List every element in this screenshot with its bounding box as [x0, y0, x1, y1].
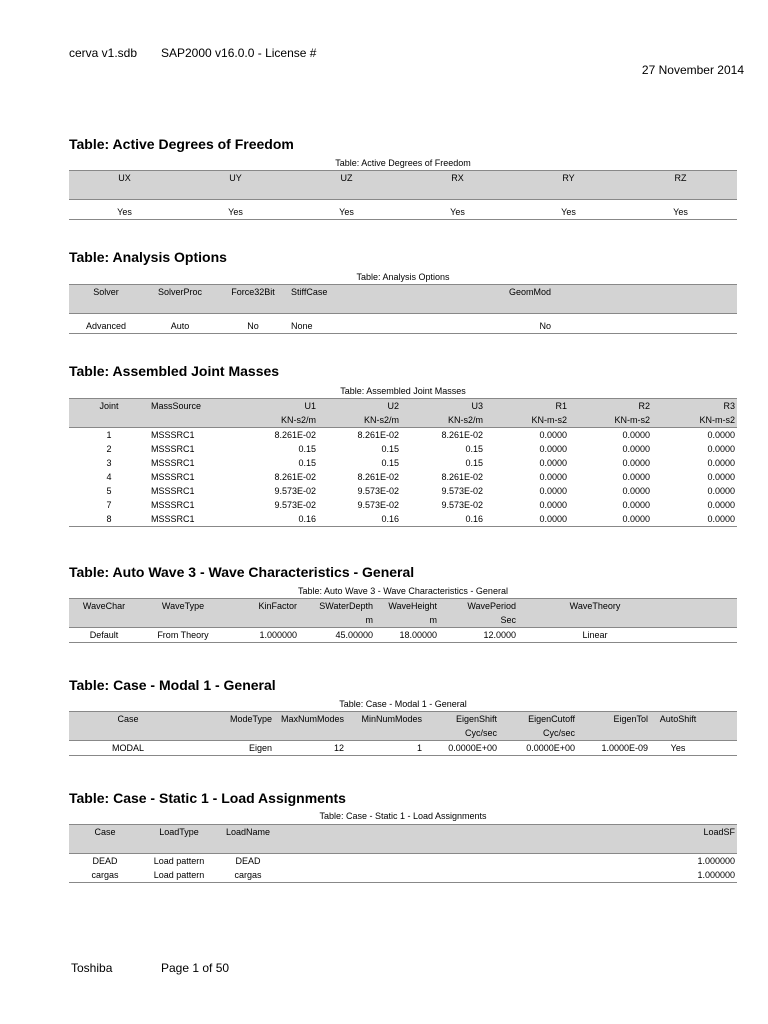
table-cell: 0.0000 [707, 430, 735, 440]
table-cell: 3 [106, 458, 112, 468]
table-units-row [69, 185, 737, 200]
table-cell: 9.573E-02 [274, 486, 316, 496]
table-header-row [69, 712, 737, 727]
table-row [69, 428, 737, 443]
unit-label: KN-m-s2 [652, 413, 737, 428]
table-row [69, 470, 737, 484]
active-dof-table [69, 170, 737, 220]
table-row [69, 628, 737, 643]
col-header: AutoShift [650, 712, 706, 727]
table-cell: 0.16 [318, 512, 401, 527]
footer-company: Toshiba [71, 961, 113, 975]
table-row [69, 512, 737, 527]
table-cell: DEAD [235, 856, 261, 866]
wave-characteristics-table [69, 598, 737, 643]
table-cell: Default [69, 628, 139, 643]
analysis-options-table [69, 284, 737, 334]
table-row [69, 205, 737, 220]
table-cell: 0.0000 [622, 458, 650, 468]
table-cell: 0.16 [401, 512, 485, 527]
table-cell: 0.0000 [485, 512, 569, 527]
col-header: RY [513, 171, 624, 186]
col-header: Joint [69, 399, 149, 414]
table-header-row [69, 399, 737, 414]
table-row [69, 498, 737, 512]
col-header: Solver [69, 285, 143, 300]
report-program: SAP2000 v16.0.0 - License # [161, 46, 317, 60]
col-header: MaxNumModes [274, 712, 346, 727]
unit-label: KN-s2/m [221, 413, 318, 428]
table-cell: MSSSRC1 [151, 430, 195, 440]
table-cell: 0.16 [221, 512, 318, 527]
table-cell: cargas [217, 868, 279, 883]
section-title-active-dof: Table: Active Degrees of Freedom [69, 136, 294, 152]
table-units-row [69, 299, 737, 314]
table-cell: 8.261E-02 [357, 472, 399, 482]
table-units-row [69, 839, 737, 854]
table-header-row [69, 825, 737, 840]
table-cell: 0.0000 [707, 486, 735, 496]
table-cell: MODAL [69, 741, 187, 756]
table-cell: 9.573E-02 [441, 500, 483, 510]
table-cell: 9.573E-02 [441, 486, 483, 496]
table-cell: 0.15 [465, 458, 483, 468]
table-caption-static-load-assignments: Table: Case - Static 1 - Load Assignments [319, 811, 487, 821]
col-header: RZ [624, 171, 737, 186]
table-row [69, 741, 737, 756]
table-cell: MSSSRC1 [151, 444, 195, 454]
unit-label: Cyc/sec [424, 726, 499, 741]
unit-label: m [375, 613, 439, 628]
table-cell: 8.261E-02 [274, 472, 316, 482]
table-cell: 0.15 [381, 444, 399, 454]
table-cell: None [289, 319, 387, 334]
table-cell: 1.000000 [697, 856, 735, 866]
table-cell: 0.0000 [539, 500, 567, 510]
table-row [69, 319, 737, 334]
table-units-row [69, 613, 737, 628]
table-cell: 0.0000 [707, 472, 735, 482]
table-units-row [69, 726, 737, 741]
table-cell: 9.573E-02 [274, 500, 316, 510]
table-caption-wave-characteristics: Table: Auto Wave 3 - Wave Characteristics - General [298, 586, 508, 596]
joint-masses-table [69, 398, 737, 527]
table-cell: 4 [106, 472, 112, 482]
table-cell: 0.0000 [569, 512, 652, 527]
table-cell: 0.0000 [622, 500, 650, 510]
table-cell: Yes [180, 205, 291, 220]
col-header: WaveHeight [375, 599, 439, 614]
table-cell: Yes [291, 205, 402, 220]
table-cell: 0.0000E+00 [499, 741, 577, 756]
table-cell: 0.0000 [707, 444, 735, 454]
unit-label: Sec [439, 613, 518, 628]
col-header: WaveTheory [518, 599, 672, 614]
table-cell: Linear [518, 628, 672, 643]
table-cell: Load pattern [141, 868, 217, 883]
table-cell: 0.15 [465, 444, 483, 454]
table-cell: 0.0000 [622, 472, 650, 482]
table-cell: 0.15 [381, 458, 399, 468]
table-cell: 8.261E-02 [274, 430, 316, 440]
col-header: ModeType [187, 712, 274, 727]
col-header: RX [402, 171, 513, 186]
unit-label: Cyc/sec [499, 726, 577, 741]
table-cell: 1.000000 [227, 628, 299, 643]
col-header: WaveChar [69, 599, 139, 614]
table-cell: 9.573E-02 [357, 500, 399, 510]
table-cell: 0.0000 [539, 444, 567, 454]
table-cell: 12 [274, 741, 346, 756]
col-header: R2 [569, 399, 652, 414]
col-header: WaveType [139, 599, 227, 614]
col-header: SolverProc [143, 285, 217, 300]
table-row [69, 456, 737, 470]
table-cell: Yes [402, 205, 513, 220]
col-header: StiffCase [289, 285, 387, 300]
table-cell: MSSSRC1 [149, 512, 221, 527]
col-header: U3 [401, 399, 485, 414]
table-cell: MSSSRC1 [151, 458, 195, 468]
col-header: U1 [221, 399, 318, 414]
table-cell: cargas [69, 868, 141, 883]
table-caption-active-dof: Table: Active Degrees of Freedom [335, 158, 471, 168]
table-cell: 8.261E-02 [441, 472, 483, 482]
report-date: 27 November 2014 [641, 63, 744, 77]
table-cell: 0.15 [298, 444, 316, 454]
unit-label: KN-m-s2 [569, 413, 652, 428]
table-caption-modal-general: Table: Case - Modal 1 - General [339, 699, 467, 709]
col-header: SWaterDepth [299, 599, 375, 614]
table-header-row [69, 599, 737, 614]
table-cell: 9.573E-02 [357, 486, 399, 496]
table-cell: 0.0000 [539, 458, 567, 468]
table-cell: 8.261E-02 [357, 430, 399, 440]
table-cell: Yes [624, 205, 737, 220]
table-cell: Advanced [69, 319, 143, 334]
table-cell: 1 [106, 430, 112, 440]
table-cell: 5 [106, 486, 112, 496]
table-row [69, 868, 737, 883]
col-header: UZ [291, 171, 402, 186]
section-title-joint-masses: Table: Assembled Joint Masses [69, 363, 280, 379]
footer-page-number: Page 1 of 50 [161, 961, 230, 975]
table-cell: Eigen [187, 741, 274, 756]
col-header: R1 [485, 399, 569, 414]
table-cell: 0.0000 [707, 458, 735, 468]
unit-label: KN-m-s2 [485, 413, 569, 428]
table-row [69, 484, 737, 498]
col-header: Case [69, 825, 141, 840]
col-header: EigenShift [424, 712, 499, 727]
col-header: LoadType [141, 825, 217, 840]
table-cell: 0.0000 [652, 512, 737, 527]
table-row [69, 854, 737, 869]
table-header-row [69, 285, 737, 300]
table-cell: No [387, 319, 553, 334]
table-units-row [69, 413, 737, 428]
table-cell: 0.0000 [622, 486, 650, 496]
unit-label: m [299, 613, 375, 628]
col-header: U2 [318, 399, 401, 414]
unit-label: KN-s2/m [318, 413, 401, 428]
table-cell: 18.00000 [375, 628, 439, 643]
section-title-wave-characteristics: Table: Auto Wave 3 - Wave Characteristics - General [69, 564, 415, 580]
table-cell: 0.0000 [622, 444, 650, 454]
table-cell: DEAD [92, 856, 118, 866]
table-cell: 1.0000E-09 [577, 741, 650, 756]
section-title-analysis-options: Table: Analysis Options [69, 249, 227, 265]
modal-general-table [69, 711, 737, 756]
table-cell: Auto [143, 319, 217, 334]
table-cell: MSSSRC1 [151, 500, 195, 510]
col-header: EigenCutoff [499, 712, 577, 727]
table-cell: 0.0000E+00 [424, 741, 499, 756]
table-cell: 1.000000 [279, 868, 737, 883]
table-cell: From Theory [139, 628, 227, 643]
section-title-modal-general: Table: Case - Modal 1 - General [69, 677, 276, 693]
table-cell: Load pattern [153, 856, 205, 866]
col-header: R3 [652, 399, 737, 414]
table-cell: 1 [346, 741, 424, 756]
table-cell: 2 [106, 444, 112, 454]
col-header: UX [69, 171, 180, 186]
table-header-row [69, 171, 737, 186]
col-header: WavePeriod [439, 599, 518, 614]
report-filename: cerva v1.sdb [69, 46, 138, 60]
col-header: MinNumModes [346, 712, 424, 727]
col-header: GeomMod [387, 285, 553, 300]
static-load-assignments-table [69, 824, 737, 883]
table-cell: MSSSRC1 [151, 472, 195, 482]
col-header: LoadSF [279, 825, 737, 840]
table-cell: MSSSRC1 [151, 486, 195, 496]
table-cell: 12.0000 [439, 628, 518, 643]
col-header: Case [69, 712, 187, 727]
table-caption-analysis-options: Table: Analysis Options [356, 272, 450, 282]
table-cell: 0.15 [298, 458, 316, 468]
col-header: UY [180, 171, 291, 186]
table-cell: 0.0000 [707, 500, 735, 510]
table-cell: Yes [650, 741, 706, 756]
table-cell: Yes [69, 205, 180, 220]
col-header: KinFactor [227, 599, 299, 614]
table-cell: 0.0000 [622, 430, 650, 440]
section-title-static-load-assignments: Table: Case - Static 1 - Load Assignments [69, 790, 346, 806]
col-header: LoadName [217, 825, 279, 840]
table-cell: 8 [69, 512, 149, 527]
col-header: MassSource [149, 399, 221, 414]
table-cell: 7 [106, 500, 112, 510]
col-header: Force32Bit [217, 285, 289, 300]
table-row [69, 442, 737, 456]
table-cell: 0.0000 [539, 472, 567, 482]
unit-label: KN-s2/m [401, 413, 485, 428]
table-caption-joint-masses: Table: Assembled Joint Masses [340, 386, 466, 396]
table-cell: Yes [513, 205, 624, 220]
table-cell: 45.00000 [299, 628, 375, 643]
table-cell: 0.0000 [539, 486, 567, 496]
table-cell: No [217, 319, 289, 334]
table-cell: 0.0000 [539, 430, 567, 440]
col-header: EigenTol [577, 712, 650, 727]
table-cell: 8.261E-02 [441, 430, 483, 440]
